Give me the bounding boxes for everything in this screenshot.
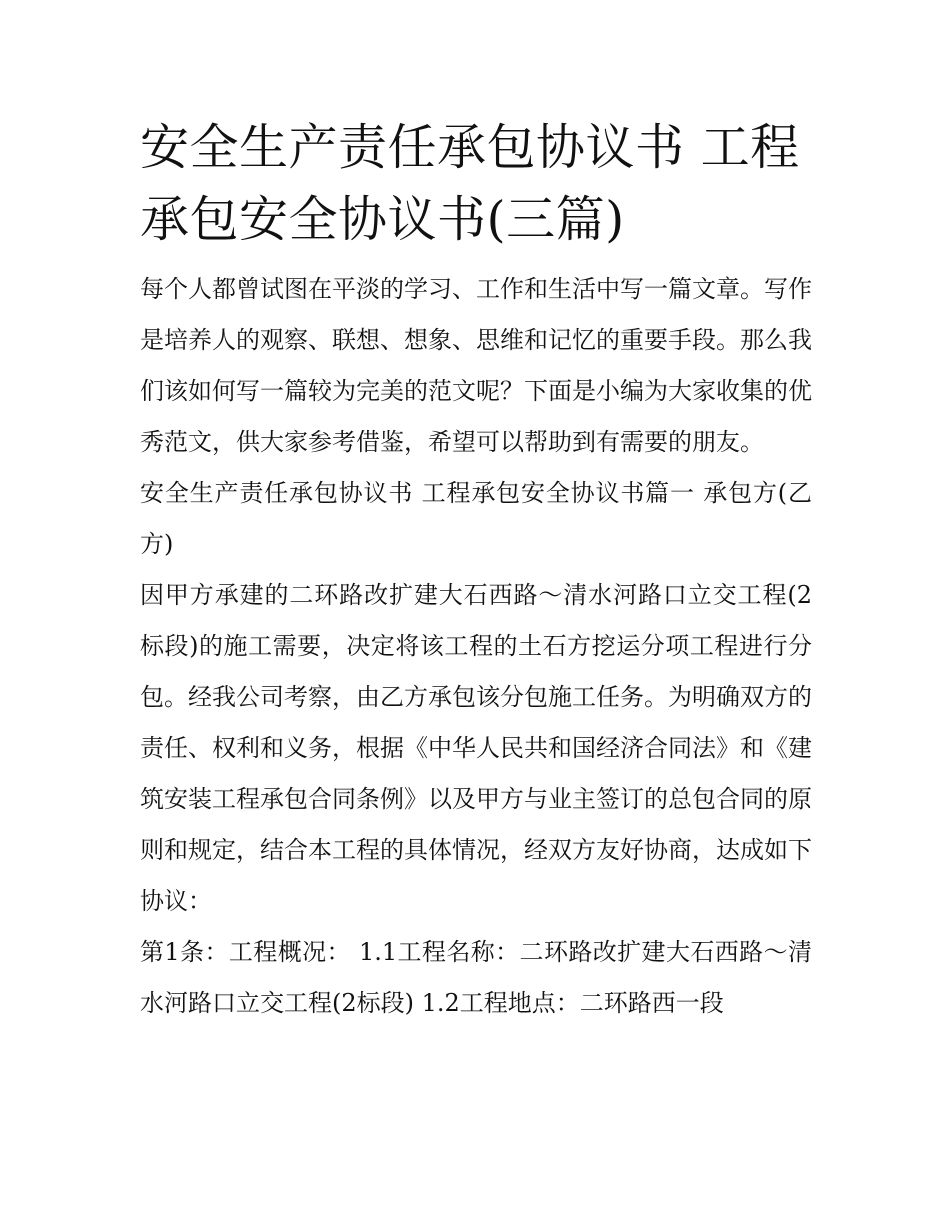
article-1-paragraph: 第1条：工程概况： 1.1工程名称：二环路改扩建大石西路～清水河路口立交工程(2标段) 1.2工程地点：二环路西一段 [140, 938, 812, 1017]
document-title: 安全生产责任承包协议书 工程承包安全协议书(三篇) [140, 119, 800, 248]
document-page [140, 112, 812, 1029]
section-heading-paragraph: 安全生产责任承包协议书 工程承包安全协议书篇一 承包方(乙方) [140, 479, 812, 558]
intro-paragraph: 每个人都曾试图在平淡的学习、工作和生活中写一篇文章。写作是培养人的观察、联想、想象、思维和记忆的重要手段。那么我们该如何写一篇较为完美的范文呢？下面是小编为大家收集的优秀范文，供大家参考借鉴，希望可以帮助到有需要的朋友。 [140, 275, 812, 456]
agreement-preamble-paragraph: 因甲方承建的二环路改扩建大石西路～清水河路口立交工程(2标段)的施工需要，决定将该工程的土石方挖运分项工程进行分包。经我公司考察，由乙方承包该分包施工任务。为明确双方的责任、权利和义务，根据《中华人民共和国经济合同法》和《建筑安装工程承包合同条例》以及甲方与业主签订的总包合同的原则和规定，结合本工程的具体情况，经双方友好协商，达成如下协议： [140, 581, 812, 915]
